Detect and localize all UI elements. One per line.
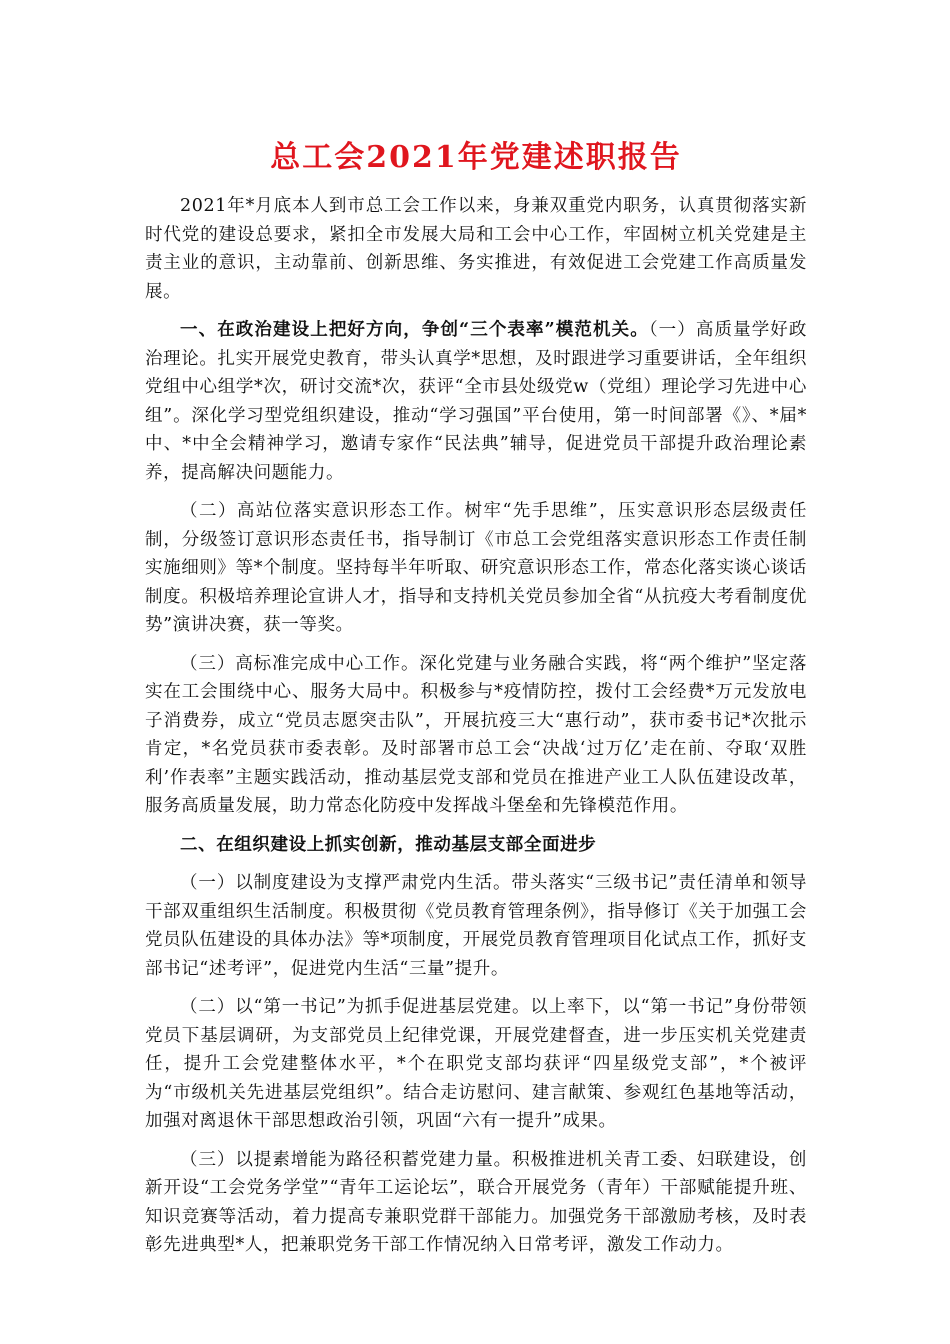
section2-paragraph-3: （三）以提素增能为路径积蓄党建力量。积极推进机关青工委、妇联建设，创新开设“工会党务学堂”“青年工运论坛”，联合开展党务（青年）干部赋能提升班、知识竞赛等活动，着力提高专兼职党群干部能力。加强党务干部激励考核，及时表彰先进典型*人，把兼职党务干部工作情况纳入日常考评，激发工作动力。 xyxy=(145,1149,807,1255)
section2-paragraph-1: （一）以制度建设为支撑严肃党内生活。带头落实“三级书记”责任清单和领导干部双重组织生活制度。积极贯彻《党员教育管理条例》，指导修订《关于加强工会党员队伍建设的具体办法》等*项制度，开展党员教育管理项目化试点工作，抓好支部书记“述考评”，促进党内生活“三量”提升。 xyxy=(145,873,807,979)
document-page xyxy=(145,130,807,1270)
section1-paragraph-1 xyxy=(145,316,807,487)
section1-paragraph-2: （二）高站位落实意识形态工作。树牢“先手思维”，压实意识形态层级责任制，分级签订意识形态责任书，指导制订《市总工会党组落实意识形态工作责任制实施细则》等*个制度。坚持每半年听取、研究意识形态工作，常态化落实谈心谈话制度。积极培养理论宣讲人才，指导和支持机关党员参加全省“从抗疫大考看制度优势”演讲决赛，获一等奖。 xyxy=(145,501,807,635)
section1-paragraph-3: （三）高标准完成中心工作。深化党建与业务融合实践，将“两个维护”坚定落实在工会围绕中心、服务大局中。积极参与*疫情防控，拨付工会经费*万元发放电子消费券，成立“党员志愿突击队”，开展抗疫三大“惠行动”，获市委书记*次批示肯定，*名党员获市委表彰。及时部署市总工会“决战‘过万亿’走在前、夺取‘双胜利’作表率”主题实践活动，推动基层党支部和党员在推进产业工人队伍建设改革，服务高质量发展，助力常态化防疫中发挥战斗堡垒和先锋模范作用。 xyxy=(145,653,807,816)
section1-text-1: （一）高质量学好政治理论。扎实开展党史教育，带头认真学*思想，及时跟进学习重要讲话，全年组织党组中心组学*次，研讨交流*次，获评“全市县处级党w（党组）理论学习先进中心组”。深化学习型党组织建设，推动“学习强国”平台使用，第一时间部署《》、*届*中、*中全会精神学习，邀请专家作“民法典”辅导，促进党员干部提升政治理论素养，提高解决问题能力。 xyxy=(145,320,808,483)
section2-paragraph-2: （二）以“第一书记”为抓手促进基层党建。以上率下，以“第一书记”身份带领党员下基层调研，为支部党员上纪律党课，开展党建督查，进一步压实机关党建责任，提升工会党建整体水平，*个在职党支部均获评“四星级党支部”，*个被评为“市级机关先进基层党组织”。结合走访慰问、建言献策、参观红色基地等活动，加强对离退休干部思想政治引领，巩固“六有一提升”成果。 xyxy=(145,997,807,1131)
section2-heading: 二、在组织建设上抓实创新，推动基层支部全面进步 xyxy=(180,834,597,855)
section1-heading: 一、在政治建设上把好方向，争创“三个表率”模范机关。 xyxy=(180,320,649,340)
page-title: 总工会2021年党建述职报告 xyxy=(270,140,682,175)
intro-paragraph: 2021年*月底本人到市总工会工作以来，身兼双重党内职务，认真贯彻落实新时代党的建设总要求，紧扣全市发展大局和工会中心工作，牢固树立机关党建是主责主业的意识，主动靠前、创新思维、务实推进，有效促进工会党建工作高质量发展。 xyxy=(145,196,807,302)
